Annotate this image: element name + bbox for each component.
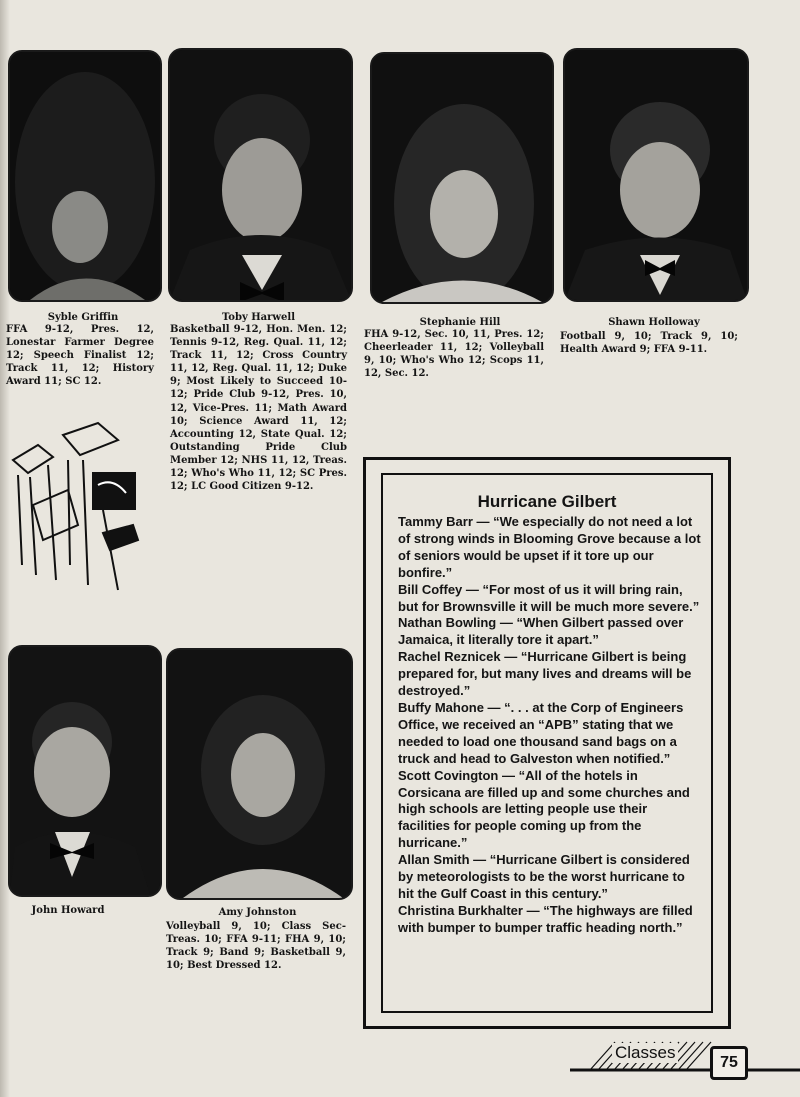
student-name: John Howard <box>31 905 105 916</box>
sidebar-quotes <box>398 514 702 937</box>
student-name: Toby Harwell <box>221 312 295 323</box>
student-name: Amy Johnston <box>218 907 297 918</box>
quote-item: Rachel Reznicek — “Hurricane Gilbert is being prepared for, but many lives and dreams will be destroyed.” <box>398 649 692 699</box>
quote-item: Scott Covington — “All of the hotels in Corsicana are filled up and some churches and high schools are letting people use their facilities for people coming up from the hurricane.” <box>398 767 690 851</box>
sidebar-title: Hurricane Gilbert <box>477 492 617 511</box>
graduation-caps-illustration <box>8 415 140 595</box>
quote-item: Tammy Barr — “We especially do not need a lot of strong winds in Blooming Grove because a lot of seniors would be upset if it tore up our bonfire.” <box>398 514 701 580</box>
quote-item: Allan Smith — “Hurricane Gilbert is considered by meteorologists to be the worst hurricane to hit the Gulf Coast in this century.” <box>398 852 690 901</box>
student-bio: FFA 9-12, Pres. 12, Lonestar Farmer Degree 12; Speech Finalist 12; Track 11, 12; History Award 11; SC 12. <box>6 324 154 388</box>
student-bio: FHA 9-12, Sec. 10, 11, Pres. 12; Cheerleader 11, 12; Volleyball 9, 10; Who's Who 12; Scops 11, 12, Sec. 12. <box>364 329 544 380</box>
student-bio: Football 9, 10; Track 9, 10; Health Award 9; FFA 9-11. <box>560 331 738 356</box>
quote-item: Nathan Bowling — “When Gilbert passed over Jamaica, it literally tore it apart.” <box>398 615 684 648</box>
portrait-photo-griffin <box>8 50 162 302</box>
quote-item: Christina Burkhalter — “The highways are filled with bumper to bumper traffic heading north.” <box>398 902 693 935</box>
student-bio: Volleyball 9, 10; Class Sec-Treas. 10; FFA 9-11; FHA 9, 10; Track 9; Band 9; Basketball 9, 10; Best Dressed 12. <box>166 921 346 972</box>
footer-hatched-tab <box>570 1030 800 1090</box>
student-name: Shawn Holloway <box>608 317 700 328</box>
student-name: Stephanie Hill <box>419 317 501 328</box>
portrait-photo-johnston <box>166 648 353 900</box>
portrait-photo-hill <box>370 52 554 304</box>
quote-item: Buffy Mahone — “. . . at the Corp of Engineers Office, we received an “APB” stating that we needed to load one thousand sand bags on a truck and head to Galveston when notified.” <box>398 699 684 766</box>
section-label: Classes <box>612 1043 678 1063</box>
student-name: Syble Griffin <box>47 312 119 323</box>
portrait-photo-harwell <box>168 48 353 302</box>
portrait-photo-howard <box>8 645 162 897</box>
quote-item: Bill Coffey — “For most of us it will bring rain, but for Brownsville it will be much more severe.” <box>398 581 700 614</box>
portrait-photo-holloway <box>563 48 749 302</box>
student-bio: Basketball 9-12, Hon. Men. 12; Tennis 9-12, Reg. Qual. 11, 12; Track 11, 12; Cross Country 11, 12, Reg. Qual. 11, 12; Duke 9; Most Likely to Succeed 10-12; Pride Club 9-12, Pres. 10, 12, Vice-Pres. 11; Math Award 10; Science Award 11, 12; Accounting 12, State Qual. 12; Outstanding Pride Club Member 12; NHS 11, 12, Treas. 12; Who's Who 11, 12; SC Pres. 12; LC Good Citizen 9-12. <box>170 324 347 493</box>
page-number: 75 <box>710 1046 748 1080</box>
